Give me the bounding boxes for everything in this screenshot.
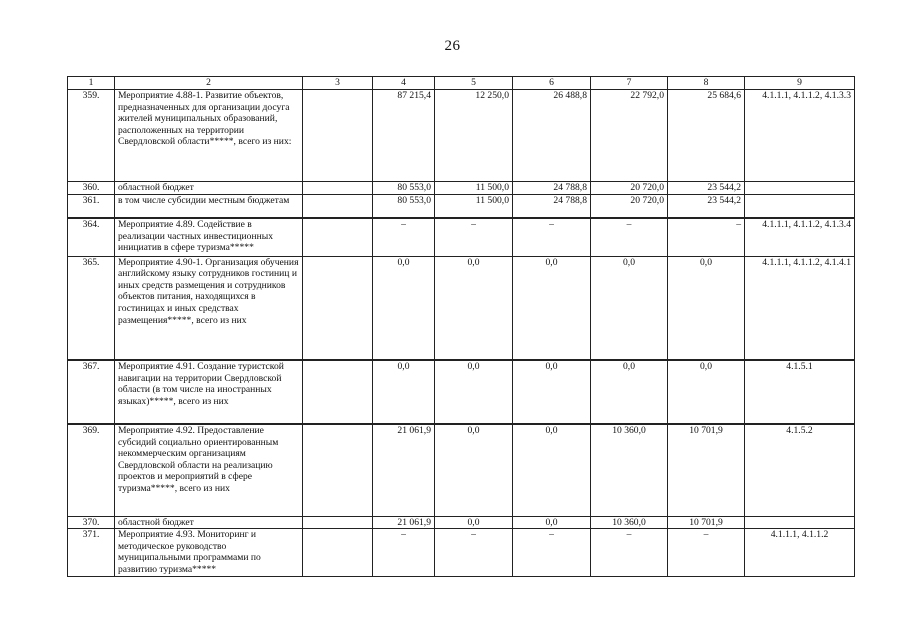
table-row (68, 360, 855, 424)
table-row (68, 529, 855, 577)
row-col7: 0,0 (591, 360, 668, 424)
row-col3 (303, 218, 373, 256)
row-col7: 22 792,0 (591, 90, 668, 182)
row-name: Мероприятие 4.92. Предоставление субсидий социально ориентированным некоммерческим организациям Свердловской области на реализацию проектов и мероприятий в сфере туризма*****, всего из них (115, 424, 303, 516)
row-col4: 80 553,0 (373, 182, 435, 195)
table-row (68, 424, 855, 516)
row-name: областной бюджет (115, 182, 303, 195)
row-col5: 0,0 (435, 256, 513, 360)
column-header: 3 (303, 77, 373, 90)
row-col5: 11 500,0 (435, 182, 513, 195)
row-name: областной бюджет (115, 516, 303, 529)
row-name: Мероприятие 4.89. Содействие в реализации частных инвестиционных инициатив в сфере туризма***** (115, 218, 303, 256)
row-col5: 11 500,0 (435, 194, 513, 218)
table-row (68, 218, 855, 256)
row-col6: 26 488,8 (513, 90, 591, 182)
row-col6: 24 788,8 (513, 194, 591, 218)
row-number: 370. (68, 516, 115, 529)
row-col4: 21 061,9 (373, 516, 435, 529)
row-col5: 0,0 (435, 516, 513, 529)
row-col4: 0,0 (373, 256, 435, 360)
column-header: 8 (668, 77, 745, 90)
page-number: 26 (444, 38, 461, 54)
column-header: 4 (373, 77, 435, 90)
row-number: 371. (68, 529, 115, 577)
row-col8: – (668, 218, 745, 256)
row-name: Мероприятие 4.88-1. Развитие объектов, предназначенных для организации досуга жителей муниципальных образований, расположенных на территории Свердловской области*****, всего из них: (115, 90, 303, 182)
row-name: Мероприятие 4.93. Мониторинг и методическое руководство муниципальными программами по развитию туризма***** (115, 529, 303, 577)
row-col5: 0,0 (435, 424, 513, 516)
row-col6: 0,0 (513, 424, 591, 516)
row-targets: 4.1.5.2 (745, 424, 855, 516)
row-targets (745, 182, 855, 195)
row-col5: – (435, 529, 513, 577)
row-col4: 0,0 (373, 360, 435, 424)
row-col4: – (373, 218, 435, 256)
row-col7: – (591, 529, 668, 577)
table-row (68, 256, 855, 360)
row-col3 (303, 360, 373, 424)
row-number: 359. (68, 90, 115, 182)
row-col7: 0,0 (591, 256, 668, 360)
row-col8: 23 544,2 (668, 194, 745, 218)
row-targets: 4.1.5.1 (745, 360, 855, 424)
row-col6: – (513, 529, 591, 577)
column-header: 2 (115, 77, 303, 90)
row-col8: 0,0 (668, 256, 745, 360)
row-col8: 23 544,2 (668, 182, 745, 195)
table-row (68, 194, 855, 218)
row-targets (745, 516, 855, 529)
row-col4: 80 553,0 (373, 194, 435, 218)
row-col7: – (591, 218, 668, 256)
row-col8: 0,0 (668, 360, 745, 424)
table-row (68, 516, 855, 529)
row-col6: – (513, 218, 591, 256)
row-name: Мероприятие 4.91. Создание туристской навигации на территории Свердловской области (в том числе на иностранных языках)*****, всего из них (115, 360, 303, 424)
row-col4: – (373, 529, 435, 577)
row-number: 364. (68, 218, 115, 256)
row-col6: 0,0 (513, 360, 591, 424)
row-col7: 10 360,0 (591, 424, 668, 516)
row-col7: 10 360,0 (591, 516, 668, 529)
column-header: 7 (591, 77, 668, 90)
row-col8: 25 684,6 (668, 90, 745, 182)
row-col3 (303, 529, 373, 577)
row-col6: 0,0 (513, 516, 591, 529)
row-col5: 12 250,0 (435, 90, 513, 182)
row-col3 (303, 424, 373, 516)
row-col7: 20 720,0 (591, 182, 668, 195)
row-name: в том числе субсидии местным бюджетам (115, 194, 303, 218)
row-col3 (303, 516, 373, 529)
row-targets: 4.1.1.1, 4.1.1.2 (745, 529, 855, 577)
row-targets: 4.1.1.1, 4.1.1.2, 4.1.3.4 (745, 218, 855, 256)
row-col8: – (668, 529, 745, 577)
row-col6: 24 788,8 (513, 182, 591, 195)
row-col6: 0,0 (513, 256, 591, 360)
row-number: 361. (68, 194, 115, 218)
row-col3 (303, 194, 373, 218)
row-targets: 4.1.1.1, 4.1.1.2, 4.1.4.1 (745, 256, 855, 360)
table-row (68, 182, 855, 195)
program-table (67, 76, 855, 577)
table-row (68, 90, 855, 182)
row-col7: 20 720,0 (591, 194, 668, 218)
row-col5: 0,0 (435, 360, 513, 424)
row-targets (745, 194, 855, 218)
row-col3 (303, 256, 373, 360)
column-header: 6 (513, 77, 591, 90)
row-col3 (303, 90, 373, 182)
row-targets: 4.1.1.1, 4.1.1.2, 4.1.3.3 (745, 90, 855, 182)
row-name: Мероприятие 4.90-1. Организация обучения английскому языку сотрудников гостиниц и иных средств размещения и сотрудников объектов питания, находящихся в гостиницах и иных средствах размещения*****, всего из них (115, 256, 303, 360)
row-col4: 21 061,9 (373, 424, 435, 516)
row-number: 365. (68, 256, 115, 360)
column-header: 5 (435, 77, 513, 90)
row-number: 369. (68, 424, 115, 516)
row-number: 367. (68, 360, 115, 424)
row-col3 (303, 182, 373, 195)
row-col8: 10 701,9 (668, 424, 745, 516)
row-col4: 87 215,4 (373, 90, 435, 182)
row-col5: – (435, 218, 513, 256)
header-row (68, 77, 855, 90)
row-number: 360. (68, 182, 115, 195)
row-col8: 10 701,9 (668, 516, 745, 529)
column-header: 1 (68, 77, 115, 90)
column-header: 9 (745, 77, 855, 90)
